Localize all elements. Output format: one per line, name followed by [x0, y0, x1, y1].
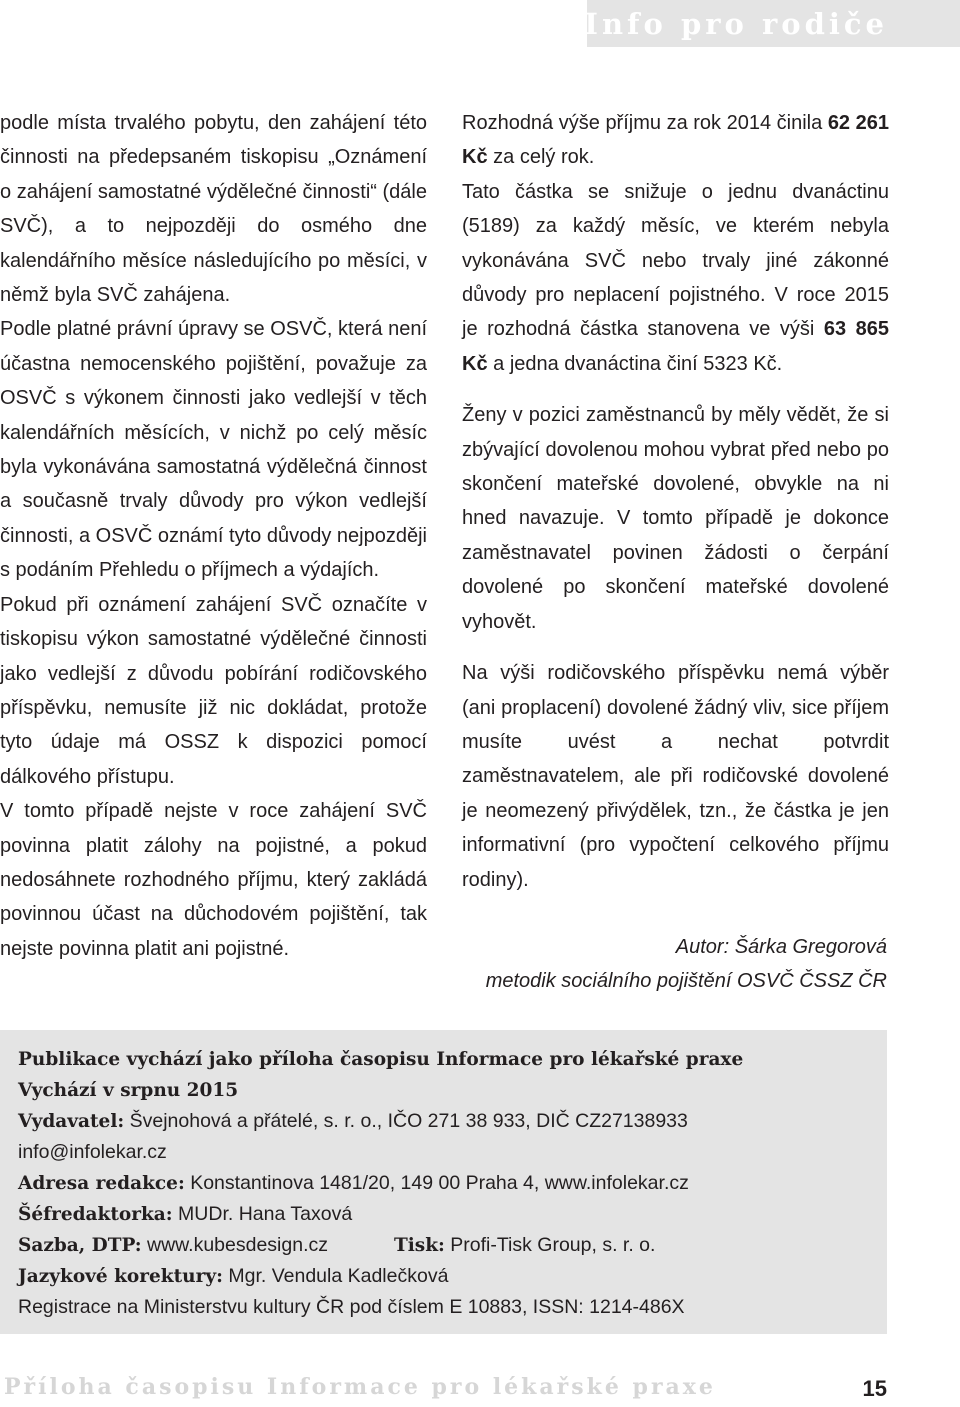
- text-fragment: Rozhodná výše příjmu za rok 2014 činila: [462, 112, 828, 134]
- paragraph-secondary-activity: Podle platné právní úpravy se OSVČ, která není účastna nemocenského pojištění, považuje za OSVČ s výkonem činnosti jako vedlejší v těch kalendářních měsících, v nichž po celý měsíc byla vykonávána samostatná výdělečná činnost a současně trvaly důvody pro výkon vedlejší činnosti, a OSVČ oznámí tyto důvody nejpozději s podáním Přehledu o příjmech a výdajích.: [0, 318, 427, 582]
- author-block: [486, 930, 887, 999]
- paragraph-registration: podle místa trvalého pobytu, den zahájení této činnosti na předepsaném tiskopisu „Oznámení o zahájení samostatné výdělečné činnosti“ (dále SVČ), a to nejpozději do osmého dne kalendářního měsíce následujícího po měsíci, v němž byla SVČ zahájena.: [0, 112, 427, 307]
- text-fragment: za celý rok.: [487, 146, 595, 169]
- publisher-value: Švejnohová a přátelé, s. r. o., IČO 271 38 933, DIČ CZ27138933: [124, 1110, 688, 1132]
- paragraph-parental-allowance: Pokud při oznámení zahájení SVČ označíte v tiskopisu výkon samostatné výdělečné činnosti jako vedlejší z důvodu pobírání rodičovského příspěvku, nemusíte již nic dokládat, protože tyto údaje má OSSZ k dispozici pomocí dálkového přístupu.: [0, 593, 427, 788]
- publisher-label: Vydavatel:: [18, 1111, 125, 1132]
- typeset-print-line: [18, 1230, 878, 1261]
- publisher-line: [18, 1106, 878, 1137]
- footer-title: Příloha časopisu Informace pro lékařské praxe: [4, 1374, 716, 1400]
- section-title: Info pro rodiče: [584, 7, 888, 41]
- print-value: Profi-Tisk Group, s. r. o.: [444, 1234, 656, 1256]
- address-label: Adresa redakce:: [18, 1173, 185, 1194]
- paragraph-decisive-income-2014: [462, 106, 889, 175]
- typeset-value: www.kubesdesign.cz: [141, 1234, 328, 1256]
- right-column: [462, 106, 889, 914]
- header-band: [584, 0, 960, 47]
- typeset-label: Sazba, DTP:: [18, 1235, 142, 1256]
- publication-info-box: [0, 1030, 887, 1334]
- publication-statement: Publikace vychází jako příloha časopisu Informace pro lékařské praxe: [18, 1049, 744, 1070]
- paragraph-decisive-income-2015: [462, 175, 889, 381]
- paragraph-contributions: V tomto případě nejste v roce zahájení SVČ povinna platit zálohy na pojistné, a pokud nedosáhnete rozhodného příjmu, který zakládá povinnou účast na důchodovém pojištění, tak nejste povinna platit ani pojistné.: [0, 800, 427, 960]
- text-fragment: a jedna dvanáctina činí 5323 Kč.: [487, 352, 783, 375]
- proofreading-line: [18, 1261, 878, 1292]
- author-role: metodik sociálního pojištění OSVČ ČSSZ ČR: [485, 970, 887, 993]
- address-value: Konstantinova 1481/20, 149 00 Praha 4, www.infolekar.cz: [184, 1172, 689, 1194]
- publication-date: Vychází v srpnu 2015: [18, 1080, 239, 1101]
- amount-2014: 62 261 Kč: [462, 112, 889, 169]
- address-line: [18, 1168, 878, 1199]
- amount-2015: 63 865 Kč: [462, 318, 890, 375]
- editor-value: MUDr. Hana Taxová: [172, 1203, 353, 1225]
- proof-value: Mgr. Vendula Kadlečková: [222, 1265, 449, 1287]
- author-name: Autor: Šárka Gregorová: [675, 936, 887, 958]
- print-label: Tisk:: [393, 1235, 445, 1256]
- editor-label: Šéfredaktorka:: [18, 1204, 173, 1225]
- paragraph-leave-impact: Na výši rodičovského příspěvku nemá výběr (ani proplacení) dovolené žádný vliv, sice příjem musíte uvést a nechat potvrdit zaměstnavatelem, ale při rodičovské dovolené je neomezený přivýdělek, tzn., že částka je jen informativní (pro vypočtení celkového příjmu rodiny).: [462, 662, 889, 891]
- paragraph-employee-leave: Ženy v pozici zaměstnanců by měly vědět, že si zbývající dovolenou mohou vybrat před nebo po skončení mateřské dovolené, obvykle na ni hned navazuje. V tomto případě je dokonce zaměstnavatel povinen žádosti o čerpání dovolené po skončení mateřské dovolené vyhovět.: [462, 404, 889, 633]
- page-number: 15: [862, 1376, 887, 1401]
- proof-label: Jazykové korektury:: [18, 1266, 223, 1287]
- text-fragment: Tato částka se snižuje o jednu dvanáctinu (5189) za každý měsíc, ve kterém nebyla vykonávána SVČ nebo trvaly jiné zákonné důvody pro neplacení pojistného. V roce 2015 je rozhodná částka stanovena ve výši: [462, 180, 889, 341]
- left-column: [0, 106, 427, 966]
- contact-email: info@infolekar.cz: [18, 1141, 167, 1163]
- registration-line: Registrace na Ministerstvu kultury ČR pod číslem E 10883, ISSN: 1214-486X: [18, 1296, 685, 1318]
- editor-line: [18, 1199, 878, 1230]
